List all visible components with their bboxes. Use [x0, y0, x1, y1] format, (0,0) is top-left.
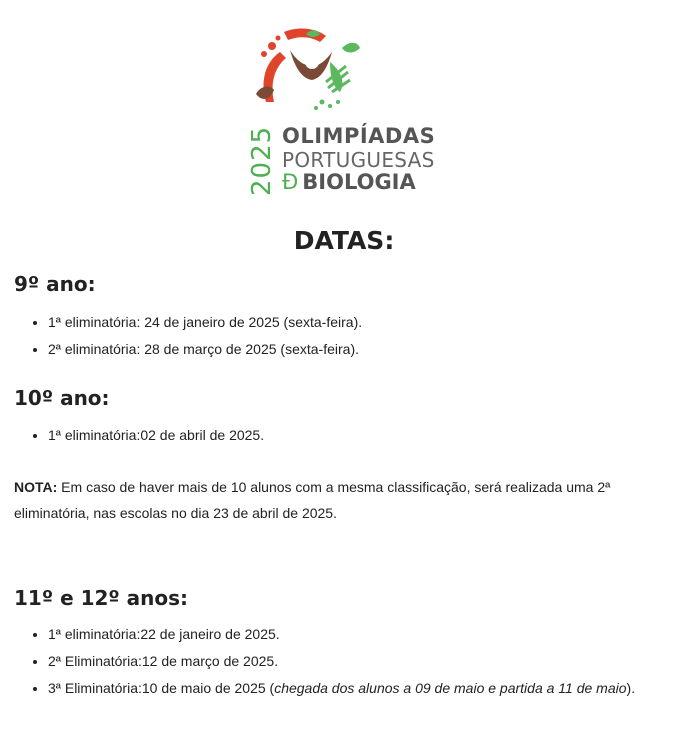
- item3-italic: chegada dos alunos a 09 de maio e partida a 11 de maio: [274, 680, 627, 696]
- heading-10-ano: 10º ano:: [14, 386, 110, 410]
- list-item: • 1ª eliminatória:02 de abril de 2025.: [48, 422, 264, 449]
- list-10-ano: [14, 422, 264, 449]
- page-title: DATAS:: [293, 226, 395, 255]
- logo-line3-prefix: Đ: [282, 170, 299, 194]
- heading-11-12-anos: 11º e 12º anos:: [14, 586, 189, 610]
- nota-label: NOTA:: [14, 479, 58, 495]
- nota-paragraph: [14, 474, 674, 526]
- list-item: • 2ª Eliminatória:12 de março de 2025.: [48, 648, 668, 675]
- list-item: [48, 675, 668, 702]
- logo-year: 2025: [247, 125, 277, 196]
- logo-line2: PORTUGUESAS: [282, 148, 435, 172]
- item3-suffix: ).: [626, 680, 636, 696]
- nota-text: Em caso de haver mais de 10 alunos com a mesma classificação, será realizada uma 2ª eliminatória, nas escolas no dia 23 de abril de 2025.: [14, 479, 611, 521]
- list-item: • 1ª eliminatória:22 de janeiro de 2025.: [48, 621, 668, 648]
- item3-prefix: 3ª Eliminatória:10 de maio de 2025 (: [48, 680, 275, 696]
- logo-emblem-icon: [250, 22, 370, 117]
- list-11-12-anos: [14, 621, 668, 702]
- logo-line3-word: BIOLOGIA: [302, 170, 416, 194]
- list-item: • 1ª eliminatória: 24 de janeiro de 2025 (sexta-feira).: [48, 309, 362, 336]
- heading-9-ano: 9º ano:: [14, 272, 96, 296]
- logo-line1: OLIMPÍADAS: [282, 124, 436, 148]
- list-9-ano: [14, 309, 362, 363]
- logo-line3: [282, 172, 416, 193]
- list-item: • 2ª eliminatória: 28 de março de 2025 (sexta-feira).: [48, 336, 362, 363]
